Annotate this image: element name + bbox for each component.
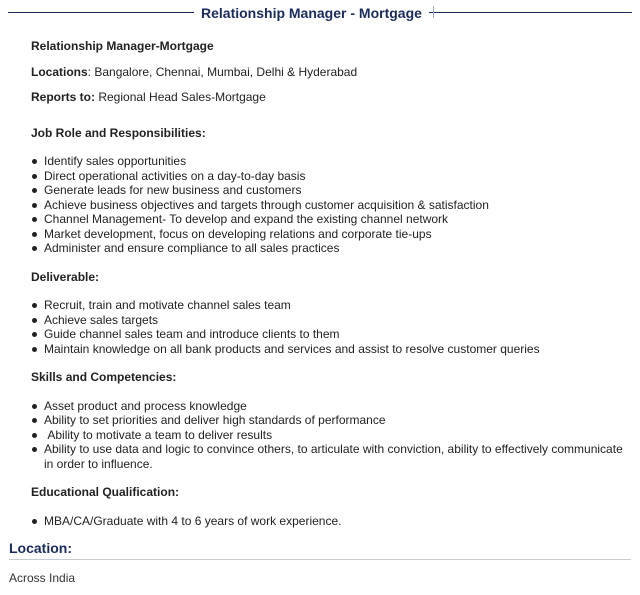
bullet-icon [32, 404, 37, 409]
section-heading: Skills and Competencies: [31, 370, 177, 384]
list-item-text: MBA/CA/Graduate with 4 to 6 years of work experience. [44, 513, 342, 528]
location-divider [9, 559, 631, 560]
section-heading: Educational Qualification: [31, 485, 180, 499]
bullet-list [31, 298, 631, 356]
list-item [31, 212, 631, 227]
list-item-text: Asset product and process knowledge [44, 398, 247, 413]
list-item-text: Administer and ensure compliance to all sales practices [44, 241, 340, 255]
location-heading: Location: [9, 540, 72, 556]
list-item-text: Maintain knowledge on all bank products and services and assist to resolve customer queries [44, 341, 540, 356]
locations-label: Locations [31, 64, 88, 79]
list-item-text: Generate leads for new business and customers [44, 183, 302, 197]
list-item-text: Identify sales opportunities [44, 154, 187, 168]
bullet-icon [32, 318, 37, 323]
locations-line [31, 65, 631, 80]
reports-to-label: Reports to: [31, 90, 95, 104]
list-item-text: Guide channel sales team and introduce clients to them [44, 327, 340, 341]
job-header [8, 2, 632, 24]
job-title: Relationship Manager - Mortgage [194, 5, 429, 21]
bullet-icon [32, 447, 37, 452]
list-item [31, 327, 631, 342]
list-item [31, 413, 631, 428]
list-item [31, 313, 631, 328]
sections [31, 126, 631, 529]
reports-to-value: Regional Head Sales-Mortgage [95, 90, 266, 104]
bullet-icon [32, 174, 37, 179]
list-item-text: Achieve sales targets [44, 312, 159, 327]
list-item-text: Ability to set priorities and deliver high standards of performance [44, 413, 386, 427]
bullet-icon [32, 246, 37, 251]
list-item [31, 183, 631, 198]
bullet-icon [32, 303, 37, 308]
list-item [31, 241, 631, 256]
list-item [31, 227, 631, 242]
reports-to-line [31, 90, 631, 105]
list-item [31, 154, 631, 169]
bullet-icon [32, 418, 37, 423]
bullet-icon [32, 188, 37, 193]
bullet-icon [32, 433, 37, 438]
bullet-icon [32, 203, 37, 208]
list-item-text: Market development, focus on developing relations and corporate tie-ups [44, 226, 432, 241]
list-item [31, 428, 631, 443]
list-item [31, 298, 631, 313]
bullet-icon [32, 519, 37, 524]
list-item [31, 442, 631, 471]
locations-value: : Bangalore, Chennai, Mumbai, Delhi & Hyderabad [87, 64, 358, 79]
list-item-text: Ability to motivate a team to deliver results [44, 427, 273, 442]
bullet-list [31, 514, 631, 529]
role-title: Relationship Manager-Mortgage [31, 39, 214, 53]
bullet-icon [32, 347, 37, 352]
bullet-icon [32, 332, 37, 337]
bullet-icon [32, 217, 37, 222]
bullet-list [31, 154, 631, 256]
list-item-text: Recruit, train and motivate channel sales team [44, 298, 291, 312]
list-item-text: Ability to use data and logic to convince others, to articulate with conviction, ability to effectively communicate in order to influence. [44, 442, 627, 471]
job-description [31, 39, 631, 542]
list-item [31, 198, 631, 213]
section-heading: Deliverable: [31, 269, 100, 284]
list-item-text: Channel Management- To develop and expand the existing channel network [44, 212, 449, 226]
list-item [31, 399, 631, 414]
location-value: Across India [9, 571, 76, 585]
list-item [31, 514, 631, 529]
bullet-list [31, 399, 631, 472]
section-heading: Job Role and Responsibilities: [31, 125, 206, 140]
header-divider-end [433, 6, 434, 18]
bullet-icon [32, 232, 37, 237]
list-item [31, 169, 631, 184]
bullet-icon [32, 159, 37, 164]
list-item-text: Direct operational activities on a day-to-day basis [44, 168, 306, 183]
list-item [31, 342, 631, 357]
list-item-text: Achieve business objectives and targets through customer acquisition & satisfaction [44, 197, 489, 212]
